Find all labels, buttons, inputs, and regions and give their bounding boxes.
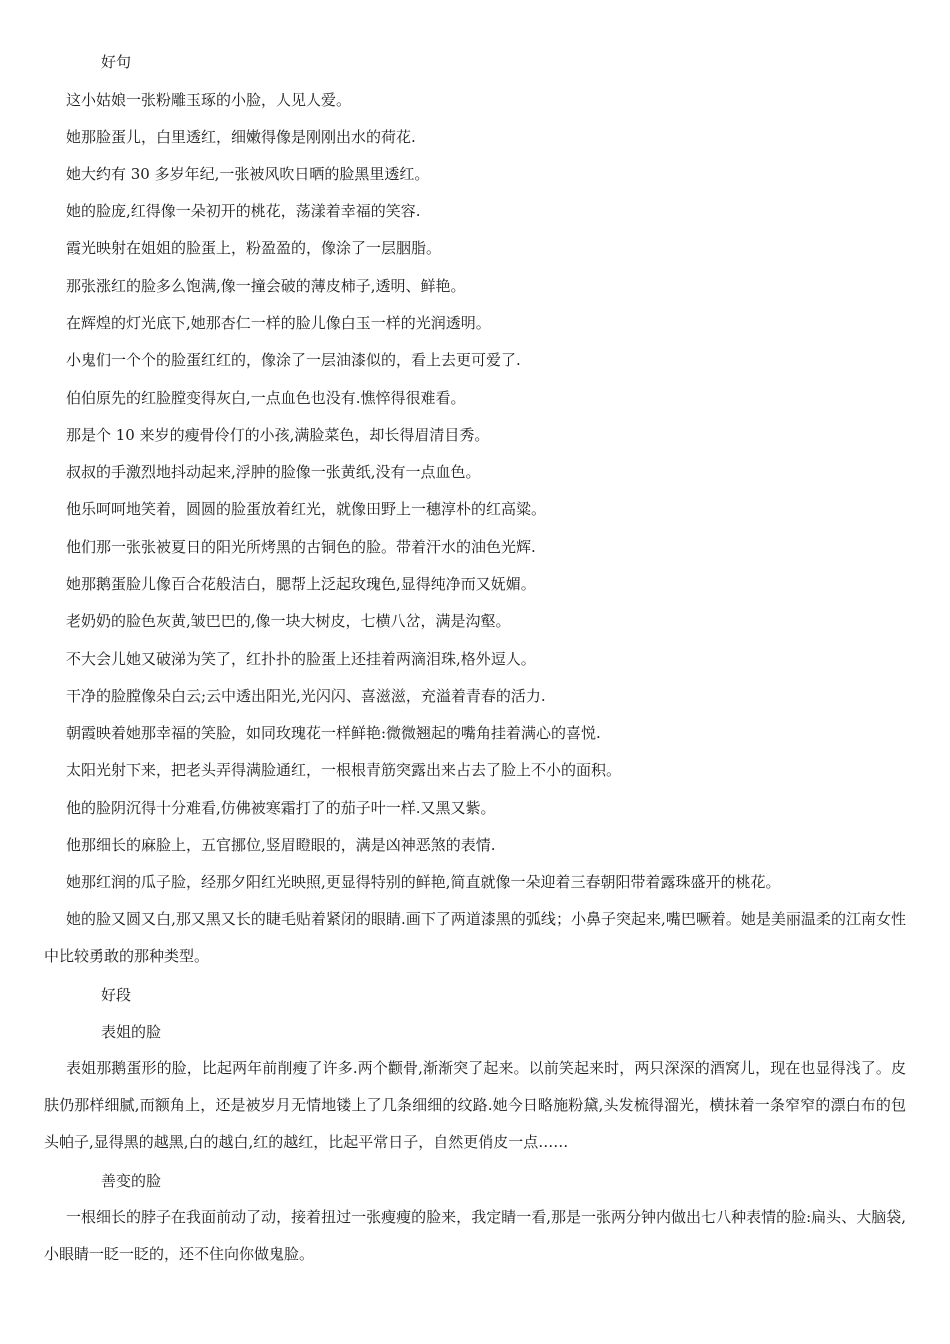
sentence-line: 她的脸庞,红得像一朵初开的桃花，荡漾着幸福的笑容. <box>66 202 421 220</box>
sentence-line: 小鬼们一个个的脸蛋红红的，像涂了一层油漆似的，看上去更可爱了. <box>66 351 521 369</box>
sentence-line: 他们那一张张被夏日的阳光所烤黑的古铜色的脸。带着汗水的油色光辉. <box>66 538 536 556</box>
sentence-line: 太阳光射下来，把老头弄得满脸通红，一根根青筋突露出来占去了脸上不小的面积。 <box>66 761 622 779</box>
sentence-line: 不大会儿她又破涕为笑了，红扑扑的脸蛋上还挂着两滴泪珠,格外逗人。 <box>66 650 536 668</box>
sentence-line: 那是个 10 来岁的瘦骨伶仃的小孩,满脸菜色，却长得眉清目秀。 <box>66 426 490 444</box>
sentence-line: 在辉煌的灯光底下,她那杏仁一样的脸儿像白玉一样的光润透明。 <box>66 314 491 332</box>
section-title-changing-face: 善变的脸 <box>101 1172 162 1190</box>
sentence-line: 这小姑娘一张粉雕玉琢的小脸，人见人爱。 <box>66 91 352 109</box>
sentence-line: 她那鹅蛋脸儿像百合花般洁白，腮帮上泛起玫瑰色,显得纯净而又妩媚。 <box>66 575 536 593</box>
sentence-line: 她那脸蛋儿，白里透红，细嫩得像是刚刚出水的荷花. <box>66 128 416 146</box>
sentence-line: 霞光映射在姐姐的脸蛋上，粉盈盈的，像涂了一层胭脂。 <box>66 239 442 257</box>
heading-good-paragraphs: 好段 <box>101 986 132 1004</box>
section-title-cousin-face: 表姐的脸 <box>101 1023 162 1041</box>
sentence-line: 他乐呵呵地笑着，圆圆的脸蛋放着红光，就像田野上一穗淳朴的红高粱。 <box>66 500 547 518</box>
sentence-line: 那张涨红的脸多么饱满,像一撞会破的薄皮柿子,透明、鲜艳。 <box>66 277 466 295</box>
heading-good-sentences: 好句 <box>101 53 132 71</box>
sentence-line: 伯伯原先的红脸膛变得灰白,一点血色也没有.憔悴得很难看。 <box>66 389 466 407</box>
sentence-line: 他那细长的麻脸上，五官挪位,竖眉瞪眼的，满是凶神恶煞的表情. <box>66 836 496 854</box>
long-sentence-paragraph: 她的脸又圆又白,那又黑又长的睫毛贴着紧闭的眼睛.画下了两道漆黑的弧线；小鼻子突起来,嘴巴噘着。她是美丽温柔的江南女性中比较勇敢的那种类型。 <box>44 910 906 965</box>
sentence-line: 他的脸阴沉得十分难看,仿佛被寒霜打了的茄子叶一样.又黑又紫。 <box>66 799 496 817</box>
sentence-line: 朝霞映着她那幸福的笑脸，如同玫瑰花一样鲜艳:微微翘起的嘴角挂着满心的喜悦. <box>66 724 601 742</box>
sentence-line: 叔叔的手激烈地抖动起来,浮肿的脸像一张黄纸,没有一点血色。 <box>66 463 481 481</box>
sentence-line: 干净的脸膛像朵白云;云中透出阳光,光闪闪、喜滋滋，充溢着青春的活力. <box>66 687 546 705</box>
sentence-line: 她那红润的瓜子脸，经那夕阳红光映照,更显得特别的鲜艳,简直就像一朵迎着三春朝阳带着露珠盛开的桃花。 <box>66 873 781 891</box>
section-text-cousin-face: 表姐那鹅蛋形的脸，比起两年前削瘦了许多.两个颧骨,渐渐突了起来。以前笑起来时，两只深深的酒窝儿，现在也显得浅了。皮肤仍那样细腻,而额角上，还是被岁月无情地镂上了几条细细的纹路.她今日略施粉黛,头发梳得溜光，横抹着一条窄窄的漂白布的包头帕子,显得黑的越黑,白的越白,红的越红，比起平常日子，自然更俏皮一点…… <box>44 1059 906 1151</box>
sentence-line: 老奶奶的脸色灰黄,皱巴巴的,像一块大树皮，七横八岔，满是沟壑。 <box>66 612 511 630</box>
section-text-changing-face: 一根细长的脖子在我面前动了动，接着扭过一张瘦瘦的脸来，我定睛一看,那是一张两分钟内做出七八种表情的脸:扁头、大脑袋,小眼睛一眨一眨的，还不住向你做鬼脸。 <box>44 1208 906 1263</box>
sentence-line: 她大约有 30 多岁年纪,一张被风吹日晒的脸黑里透红。 <box>66 165 430 183</box>
